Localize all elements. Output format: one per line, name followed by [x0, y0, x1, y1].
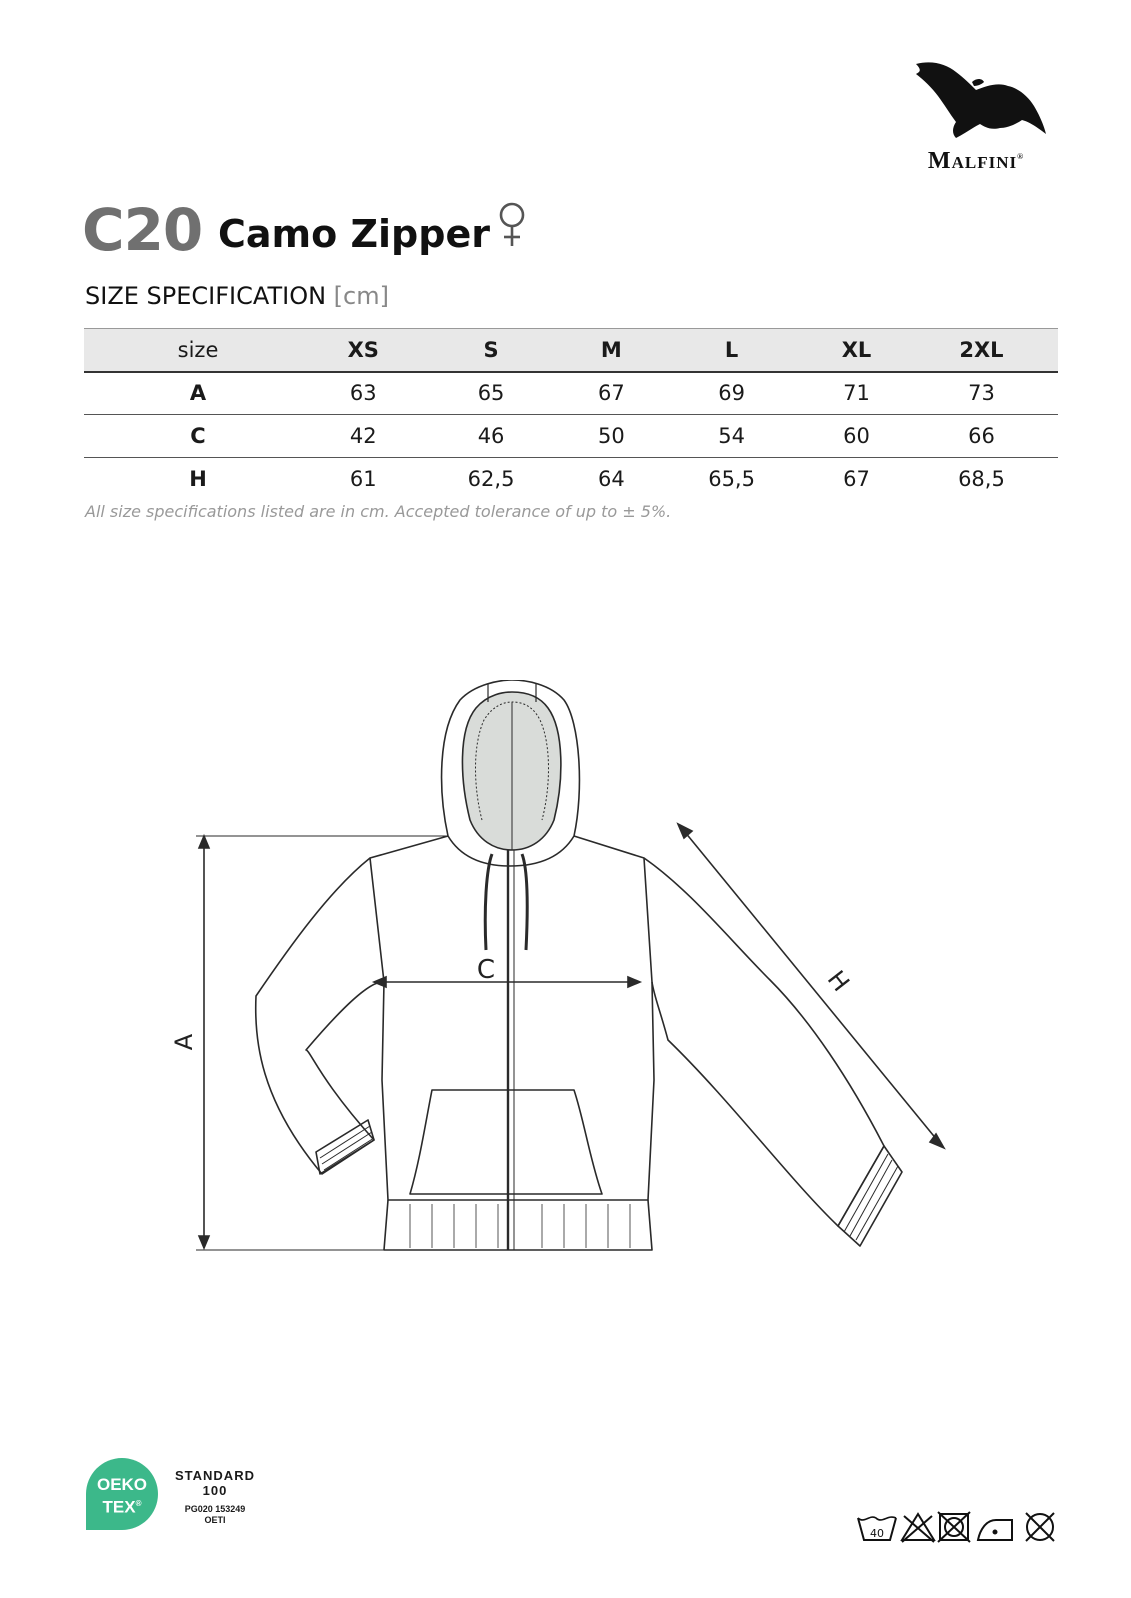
column-header: M: [600, 337, 622, 362]
table-row: [84, 458, 1058, 501]
no-tumble-dry-icon: [938, 1512, 970, 1542]
table-row: [84, 415, 1058, 458]
table-header-row: [84, 329, 1058, 372]
label-a: A: [170, 1033, 198, 1051]
certificate-code: PG020 153249 OETI: [184, 1504, 246, 1525]
table-row: [84, 372, 1058, 415]
column-header: 2XL: [959, 337, 1004, 362]
label-c: C: [476, 955, 496, 985]
care-symbols: [856, 1510, 1060, 1544]
spec-title: SIZE SPECIFICATION [cm]: [85, 282, 389, 310]
table-cell: 68,5: [958, 467, 1005, 492]
spec-unit: [cm]: [333, 282, 389, 310]
hoodie-measurement-diagram: [170, 680, 980, 1290]
measure-h-line: [680, 826, 942, 1146]
drawstring-right: [522, 854, 527, 950]
table-cell: 67: [843, 467, 870, 492]
table-cell: 42: [349, 424, 377, 448]
left-sleeve: [256, 858, 384, 1174]
table-cell: 63: [349, 381, 377, 406]
table-cell: 46: [477, 424, 505, 448]
column-header: size: [177, 337, 219, 362]
table-cell: 66: [968, 424, 995, 448]
column-header: S: [483, 337, 499, 362]
table-cell: 65,5: [708, 467, 755, 492]
oeko-tex-certification: [86, 1458, 286, 1538]
row-label: C: [190, 424, 206, 448]
waistband: [384, 1200, 652, 1250]
table-cell: 69: [718, 381, 745, 406]
standard-label: STANDARD 100: [175, 1468, 255, 1498]
female-gender-icon: [494, 200, 530, 250]
label-h: H: [821, 965, 855, 997]
column-header: L: [724, 337, 739, 362]
no-dry-clean-icon: [1026, 1513, 1054, 1541]
tolerance-note: All size specifications listed are in cm. Accepted tolerance of up to ± 5%.: [85, 502, 672, 521]
table-cell: 65: [477, 381, 505, 406]
brand-logo: [896, 58, 1056, 178]
column-header: XL: [841, 337, 872, 362]
drawstring-left: [485, 854, 492, 950]
no-bleach-icon: [902, 1514, 934, 1542]
kangaroo-pocket: [410, 1090, 602, 1194]
table-cell: 60: [843, 424, 870, 448]
brand-name: Malfini®: [927, 148, 1025, 174]
row-label: A: [189, 381, 207, 406]
size-table: [84, 328, 1058, 501]
table-cell: 67: [597, 381, 625, 406]
table-cell: 50: [597, 424, 625, 448]
table-cell: 54: [718, 424, 745, 448]
table-cell: 62,5: [467, 467, 515, 492]
right-cuff: [838, 1146, 902, 1246]
oeko-tex-badge: OEKO TEX®: [86, 1458, 158, 1530]
product-code: C20: [82, 196, 203, 264]
table-cell: 64: [597, 467, 625, 492]
wash-temperature: 40: [870, 1527, 884, 1540]
row-label: H: [189, 467, 207, 492]
left-cuff: [316, 1120, 374, 1174]
body-outline: [370, 836, 654, 1200]
right-sleeve: [644, 858, 884, 1226]
iron-low-icon: [978, 1520, 1012, 1540]
eagle-icon: [912, 58, 1048, 144]
table-cell: 61: [349, 467, 377, 492]
table-cell: 71: [843, 381, 870, 406]
product-title: [82, 196, 682, 266]
table-cell: 73: [968, 381, 995, 406]
column-header: XS: [347, 337, 379, 362]
product-name: Camo Zipper: [218, 212, 490, 256]
